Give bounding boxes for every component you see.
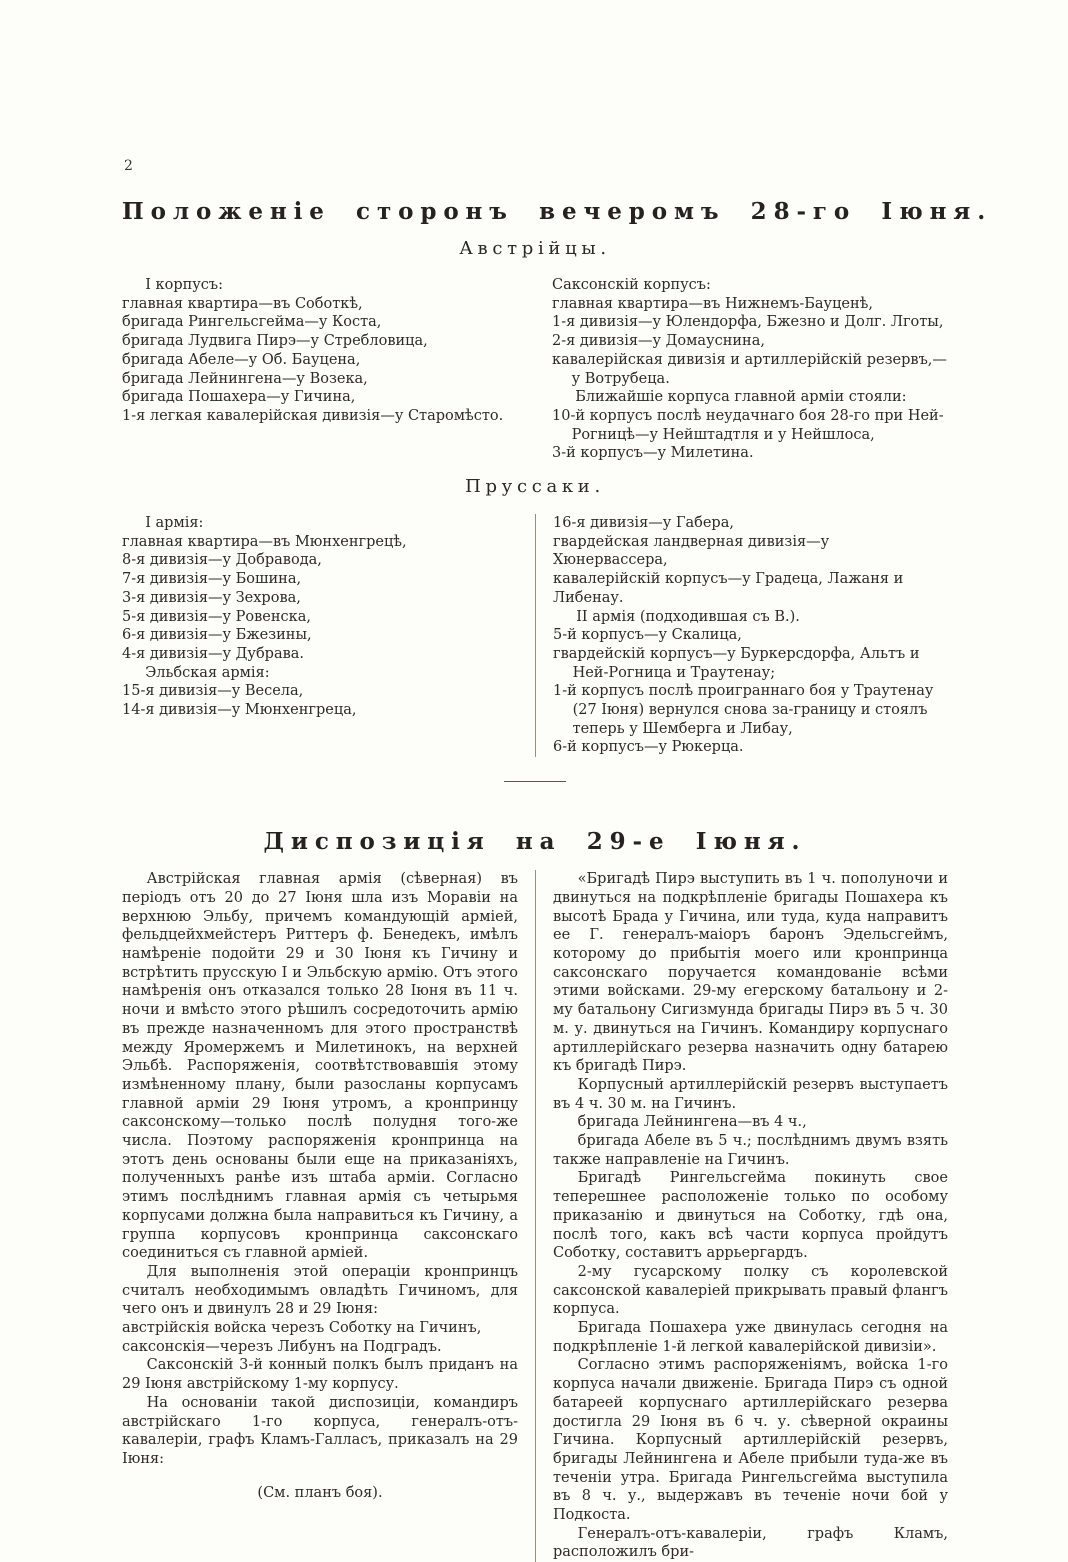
position-line: II армія (подходившая съ В.). <box>576 608 800 625</box>
position-line: кавалерійская дивизія и артиллерійскій резервъ,—у Вотрубеца. <box>552 351 947 387</box>
body-paragraph: Австрійская главная армія (сѣверная) въ періодъ отъ 20 до 27 Іюня шла изъ Моравіи на верхнюю Эльбу, причемъ командующій арміей, фельдцейхмейстеръ Риттеръ ф. Бенедекъ, имѣлъ намѣреніе подойти 29 и 30 Іюня къ Гичину и встрѣтить прусскую I и Эльбскую армію. Отъ этого намѣренія онъ отказался только 28 Іюня въ 11 ч. ночи и вмѣсто этого рѣшилъ сосредоточить армію въ прежде назначенномъ для этого пространствѣ между Яромержемъ и Милетинокъ, на верхней Эльбѣ. Распоряженія, соотвѣтствовавшія этому измѣненному плану, были разосланы корпусамъ главной арміи 29 Іюня утромъ, а кронпринцу саксонскому—только послѣ полудня того-же числа. Поэтому распоряженія кронпринца на этотъ день основаны были еще на приказаніяхъ, полученныхъ ранѣе изъ штаба арміи. Согласно этимъ послѣднимъ главная армія съ четырьмя корпусами должна была направиться къ Гичину, а группа корпусовъ кронпринца саксонскаго соединиться съ главной арміей. <box>122 871 518 1262</box>
body-paragraph: Для выполненія этой операціи кронпринцъ считалъ необходимымъ овладѣть Гичиномъ, для чего онъ и двинулъ 28 и 29 Іюня: <box>122 1263 518 1318</box>
position-line: бригада Абеле—у Об. Бауцена, <box>122 351 361 368</box>
austrians-left-column <box>122 276 535 463</box>
disposition-left-column <box>122 870 535 1562</box>
position-line: Ближайшіе корпуса главной арміи стояли: <box>575 389 907 406</box>
position-line: Саксонскій корпусъ: <box>552 277 711 293</box>
prussians-columns <box>122 514 948 757</box>
body-paragraph: Бригада Пошахера уже двинулась сегодня на подкрѣпленіе 1-й легкой кавалерійской дивизіи». <box>553 1320 948 1355</box>
positions-title: Положеніе сторонъ вечеромъ 28-го Іюня. <box>122 198 993 225</box>
page-number: 2 <box>124 158 133 174</box>
position-line: 10-й корпусъ послѣ неудачнаго боя 28-го при Ней-Рогницѣ—у Нейштадтля и у Нейшлоса, <box>552 407 944 443</box>
position-line: Эльбская армія: <box>145 664 270 681</box>
austrians-right-column <box>535 276 948 463</box>
body-paragraph: Согласно этимъ распоряженіямъ, войска 1-го корпуса начали движеніе. Бригада Пирэ съ одной батареей корпуснаго артиллерійскаго резерва достигла 29 Іюня въ 6 ч. у. сѣверной окраины Гичина. Корпусный артиллерійскій резервъ, бригады Лейнингена и Абеле прибыли туда-же въ теченіи утра. Бригада Рингельсгейма выступила въ 8 ч. у., выдержавъ въ теченіе ночи бой у Подкоста. <box>553 1357 948 1524</box>
position-line: 4-я дивизія—у Дубрава. <box>122 645 305 662</box>
body-paragraph: Корпусный артиллерійскій резервъ выступаетъ въ 4 ч. 30 м. на Гичинъ. <box>553 1076 948 1112</box>
position-line: 5-я дивизія—у Ровенска, <box>122 608 311 625</box>
position-line: I корпусъ: <box>145 277 224 293</box>
disposition-title: Диспозиція на 29-е Іюня. <box>263 828 807 856</box>
position-line: 1-й корпусъ послѣ проиграннаго боя у Траутенау (27 Іюня) вернулся снова за-границу и стоялъ теперь у Шемберга и Либау, <box>553 683 934 737</box>
position-line: 6-я дивизія—у Бжезины, <box>122 627 312 644</box>
position-line: главная квартира—въ Нижнемъ-Бауценѣ, <box>552 295 873 312</box>
body-paragraph: бригада Абеле въ 5 ч.; послѣднимъ двумъ взять также направленіе на Гичинъ. <box>553 1133 948 1168</box>
position-line: бригада Пошахера—у Гичина, <box>122 389 356 406</box>
prussians-left-column <box>122 514 535 757</box>
position-line: бригада Рингельсгейма—у Коста, <box>122 314 382 331</box>
body-paragraph: австрійскія войска черезъ Соботку на Гичинъ, <box>122 1320 482 1337</box>
body-paragraph: 2-му гусарскому полку съ королевской саксонской кавалеріей прикрывать правый флангъ корпуса. <box>553 1263 948 1318</box>
position-line: 2-я дивизія—у Домауснина, <box>552 333 765 350</box>
body-paragraph: Саксонскій 3-й конный полкъ былъ приданъ на 29 Іюня австрійскому 1-му корпусу. <box>122 1357 518 1393</box>
position-line: 6-й корпусъ—у Рюкерца. <box>553 739 744 756</box>
body-paragraph: На основаніи такой диспозиціи, командиръ австрійскаго 1-го корпуса, генералъ-отъ-кавалеріи, графъ Кламъ-Галласъ, приказалъ на 29 Іюня: <box>122 1394 518 1467</box>
position-line: главная квартира—въ Соботкѣ, <box>122 295 363 312</box>
position-line: 7-я дивизія—у Бошина, <box>122 571 302 588</box>
body-paragraph: саксонскія—черезъ Либунъ на Подградъ. <box>122 1338 442 1355</box>
prussians-heading: Пруссаки. <box>465 476 605 498</box>
position-line: бригада Лудвига Пирэ—у Стребловица, <box>122 333 428 350</box>
body-paragraph: (См. планъ боя). <box>257 1484 383 1501</box>
position-line: главная квартира—въ Мюнхенгрецѣ, <box>122 533 407 550</box>
position-line: 3-й корпусъ—у Милетина. <box>552 445 754 462</box>
position-line: 15-я дивизія—у Весела, <box>122 683 304 700</box>
position-line: бригада Лейнингена—у Возека, <box>122 370 368 387</box>
disposition-columns <box>122 870 948 1562</box>
body-paragraph: «Бригадѣ Пирэ выступить въ 1 ч. пополуночи и двинуться на подкрѣпленіе бригады Пошахера къ высотѣ Брада у Гичина, или туда, куда направитъ ее Г. генералъ-маіоръ баронъ Эдельсгеймъ, которому до прибытія моего или кронпринца саксонскаго поручается командованіе всѣми этими войсками. 29-му егерскому батальону и 2-му батальону Сигизмунда бригады Пирэ въ 5 ч. 30 м. у. двинуться на Гичинъ. Командиру корпуснаго артиллерійскаго резерва назначить одну батарею къ бригадѣ Пирэ. <box>553 871 948 1075</box>
position-line: 1-я легкая кавалерійская дивизія—у Старомѣсто. <box>122 407 504 424</box>
position-line: гвардейскій корпусъ—у Буркерсдорфа, Альтъ и Ней-Рогница и Траутенау; <box>553 645 920 681</box>
austrians-heading: Австрійцы. <box>459 238 611 259</box>
body-paragraph: бригада Лейнингена—въ 4 ч., <box>577 1114 807 1131</box>
position-line: 16-я дивизія—у Габера, <box>553 515 734 532</box>
position-line: гвардейская ландверная дивизія—у Хюнервассера, <box>553 533 830 569</box>
section-divider <box>504 781 566 782</box>
position-line: кавалерійскій корпусъ—у Градеца, Лажаня и Либенау. <box>553 571 904 606</box>
position-line: 5-й корпусъ—у Скалица, <box>553 627 742 644</box>
position-line: 14-я дивизія—у Мюнхенгреца, <box>122 702 357 719</box>
position-line: 8-я дивизія—у Добравода, <box>122 552 322 569</box>
austrians-columns <box>122 276 948 463</box>
position-line: 3-я дивизія—у Зехрова, <box>122 589 301 606</box>
prussians-right-column <box>535 514 948 757</box>
position-line: 1-я дивизія—у Юлендорфа, Бжезно и Долг. Лготы, <box>552 314 944 331</box>
position-line: I армія: <box>145 515 204 532</box>
body-paragraph: Бригадѣ Рингельсгейма покинуть свое теперешнее расположеніе только по особому приказанію и двинуться на Соботку, гдѣ она, послѣ того, какъ всѣ части корпуса пройдутъ Соботку, составитъ аррьергардъ. <box>553 1170 948 1262</box>
body-paragraph: Генералъ-отъ-кавалеріи, графъ Кламъ, расположилъ бри- <box>553 1525 948 1561</box>
disposition-right-column <box>535 870 948 1562</box>
